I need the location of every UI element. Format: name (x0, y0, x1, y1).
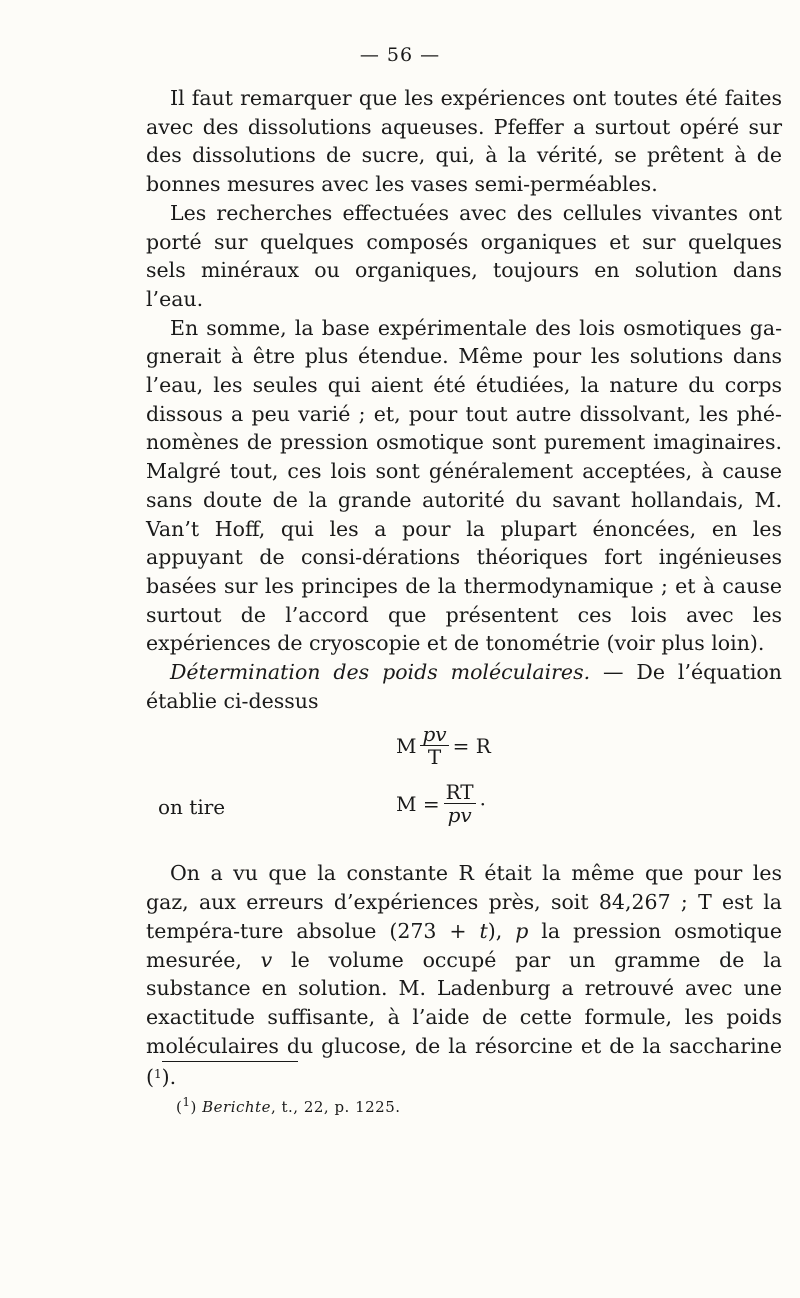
section-heading: Détermination des poids moléculaires. (170, 660, 591, 685)
paragraph-1: Il faut remarquer que les expériences ont toutes été faites avec des dissolutions aqueuses. Pfeffer a surtout opéré sur des dissolutions de sucre, qui, à la vérité, se prêtent à de bonnes mesures avec les vases semi-perméables. (146, 86, 782, 197)
eq1-right: = R (452, 733, 491, 758)
p5-text-end: ). (161, 1065, 177, 1090)
page-number: — 56 — (359, 44, 441, 66)
p5-text-2: ), (487, 918, 516, 943)
p5-var-p: p (515, 918, 529, 943)
paragraph-4 (146, 658, 782, 715)
paragraph-5 (146, 859, 782, 1092)
equation-2 (146, 779, 782, 859)
p5-text-1: On a vu que la constante R était la même que pour les gaz, aux erreurs d’expériences près, soit 84,267 ; T est la tempéra-ture absolue (273 + (146, 861, 782, 943)
eq2-numerator: RT (445, 780, 474, 805)
footnote-marker: 1 (182, 1095, 191, 1109)
eq1-denominator: T (427, 745, 442, 770)
footnote-source: Berichte (202, 1098, 271, 1116)
footnote-reference[interactable]: 1 (154, 1067, 162, 1082)
eq2-lead: on tire (158, 795, 226, 820)
p5-var-t: t (479, 918, 488, 943)
footnote-text: , t., 22, p. 1225. (270, 1098, 401, 1116)
p5-text-3: la pression osmotique mesurée, (146, 918, 783, 972)
eq2-fraction (444, 781, 476, 826)
paragraph-3: En somme, la base expérimentale des lois osmotiques ga-gnerait à être plus étendue. Même pour les solutions dans l’eau, les seules qui aient été étudiées, la nature du corps dissous a peu varié ; et, pour tout autre dissolvant, les phé-nomènes de pression osmotique sont purement imaginaires. Malgré tout, ces lois sont généralement acceptées, à cause sans doute de la grande autorité du savant hollandais, M. Van’t Hoff, qui les a pour la plupart énoncées, en les appuyant de consi-dérations théoriques fort ingénieuses basées sur les principes de la thermodynamique ; et à cause surtout de l’accord que présentent ces lois avec les expériences de cryoscopie et de tonométrie (voir plus loin). (146, 315, 782, 656)
eq1-numerator: pv (422, 722, 447, 747)
equation-1 (146, 715, 782, 779)
p5-var-v: v (260, 947, 273, 972)
eq2-left: M = (396, 791, 440, 816)
eq1-left: M (396, 733, 417, 758)
body-text (146, 84, 782, 1092)
eq1-fraction (420, 723, 448, 768)
eq2-tail: · (479, 791, 486, 816)
paragraph-4-text: — De l’équation établie ci-dessus (146, 660, 782, 713)
p5-text-4: le volume occupé par un gramme de la substance en solution. M. Ladenburg a retrouvé avec une exactitude suffisante, à l’aide de cette formule, les poids moléculaires du glucose, de la résorcine et de la saccharine ( (146, 947, 783, 1090)
footnote-divider (162, 1061, 298, 1062)
eq2-denominator: pv (447, 803, 472, 828)
paragraph-2: Les recherches effectuées avec des cellules vivantes ont porté sur quelques composés organiques et sur quelques sels minéraux ou organiques, toujours en solution dans l’eau. (146, 200, 782, 311)
footnote: ($^1$) Berichte, t., 22, p. 1225. (176, 1095, 401, 1116)
